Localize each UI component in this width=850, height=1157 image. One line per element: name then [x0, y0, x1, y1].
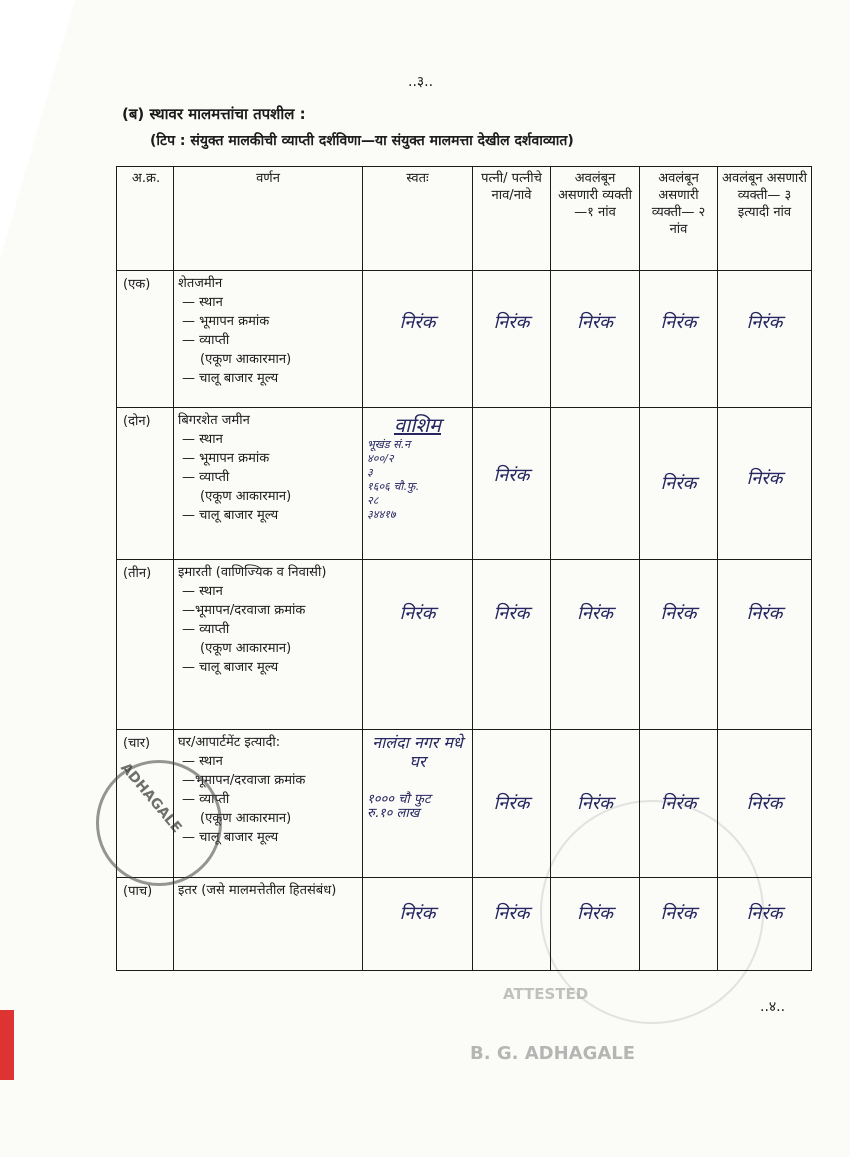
cell-dependent-2	[640, 408, 718, 560]
handwritten-value: निरंक	[746, 903, 783, 924]
folded-corner	[0, 0, 75, 260]
row-item: (एकूण आकारमान)	[200, 811, 292, 826]
col-header-spouse: पत्नी/ पत्नीचे नाव/नावे	[473, 167, 551, 271]
handwritten-value: निरंक	[660, 473, 697, 494]
cell-dependent-1	[551, 560, 640, 730]
cell-spouse	[473, 560, 551, 730]
handwritten-value: निरंक	[493, 312, 530, 333]
cell-dependent-2	[640, 730, 718, 878]
cell-self	[363, 730, 473, 878]
row-item: —भूमापन/दरवाजा क्रमांक	[182, 773, 306, 788]
cell-dependent-3	[718, 271, 812, 408]
handwritten-value: वाशिम	[393, 413, 442, 437]
row-item: — व्याप्ती	[182, 470, 230, 485]
cell-dependent-1	[551, 878, 640, 971]
row-index: (एक)	[117, 271, 174, 408]
row-title: इतर (जसे मालमत्तेतील हितसंबंध)	[178, 883, 337, 898]
handwritten-value: नालंदा नगर मधे घर	[372, 733, 463, 771]
row-item: — व्याप्ती	[182, 333, 230, 348]
row-item: — भूमापन क्रमांक	[182, 314, 270, 329]
row-index: (चार)	[117, 730, 174, 878]
table-row	[117, 730, 812, 878]
row-index: (तीन)	[117, 560, 174, 730]
col-header-dependent-1: अवलंबून असणारी व्यक्ती—१ नांव	[551, 167, 640, 271]
row-item: — चालू बाजार मूल्य	[182, 508, 279, 523]
row-description	[174, 271, 363, 408]
table-row	[117, 271, 812, 408]
cell-dependent-3	[718, 560, 812, 730]
handwritten-value: निरंक	[746, 603, 783, 624]
handwritten-value: निरंक	[660, 903, 697, 924]
handwritten-value: निरंक	[493, 603, 530, 624]
col-header-dependent-3: अवलंबून असणारी व्यक्ती— ३ इत्यादी नांव	[718, 167, 812, 271]
cell-dependent-1	[551, 271, 640, 408]
handwritten-value: निरंक	[493, 465, 530, 486]
handwritten-detail: ४००/२	[367, 452, 394, 465]
row-description	[174, 408, 363, 560]
handwritten-detail: १६०६ चौ.फु.	[367, 480, 419, 493]
row-title: घर/आपार्टमेंट इत्यादी:	[178, 735, 281, 750]
cell-dependent-1	[551, 408, 640, 560]
row-item: — भूमापन क्रमांक	[182, 451, 270, 466]
row-title: इमारती (वाणिज्यिक व निवासी)	[178, 565, 327, 580]
row-item: — स्थान	[182, 754, 223, 769]
row-title: बिगरशेत जमीन	[178, 413, 250, 428]
handwritten-detail: ३	[367, 466, 373, 479]
row-item: (एकूण आकारमान)	[200, 352, 292, 367]
attested-stamp: ATTESTED	[503, 985, 589, 1003]
handwritten-detail: रु.१० लाख	[367, 806, 420, 821]
handwritten-value: निरंक	[660, 603, 697, 624]
next-page-marker: ..४..	[760, 999, 786, 1015]
section-heading: (ब) स्थावर मालमत्तांचा तपशील :	[122, 105, 306, 123]
handwritten-value: निरंक	[577, 793, 613, 814]
cell-spouse	[473, 271, 551, 408]
handwritten-detail: २८	[367, 494, 379, 507]
cell-self	[363, 560, 473, 730]
row-item: — व्याप्ती	[182, 792, 230, 807]
notary-stamp-text: ADHAGALE	[117, 759, 185, 837]
handwritten-value: निरंक	[746, 468, 783, 489]
row-item: — चालू बाजार मूल्य	[182, 371, 279, 386]
cell-spouse	[473, 878, 551, 971]
cell-dependent-1	[551, 730, 640, 878]
handwritten-value: निरंक	[746, 312, 783, 333]
notary-name: B. G. ADHAGALE	[470, 1043, 636, 1064]
cell-spouse	[473, 730, 551, 878]
handwritten-detail: १००० चौ फुट	[367, 792, 431, 807]
handwritten-value: निरंक	[577, 312, 613, 333]
page-number: ..३..	[408, 74, 434, 90]
cell-dependent-2	[640, 878, 718, 971]
row-item: (एकूण आकारमान)	[200, 489, 292, 504]
row-index: (दोन)	[117, 408, 174, 560]
handwritten-detail: भूखंड सं.न	[367, 438, 411, 451]
row-item: — स्थान	[182, 432, 223, 447]
table-row	[117, 408, 812, 560]
red-edge-mark	[0, 1010, 14, 1080]
cell-dependent-3	[718, 408, 812, 560]
row-item: — स्थान	[182, 584, 223, 599]
handwritten-value: निरंक	[493, 903, 530, 924]
col-header-dependent-2: अवलंबून असणारी व्यक्ती— २ नांव	[640, 167, 718, 271]
cell-self	[363, 878, 473, 971]
section-note: (टिप : संयुक्त मालकीची व्याप्ती दर्शविणा—या संयुक्त मालमत्ता देखील दर्शवाव्यात)	[150, 133, 574, 149]
table-header-row	[117, 167, 812, 271]
row-item: (एकूण आकारमान)	[200, 641, 292, 656]
handwritten-value: निरंक	[746, 793, 783, 814]
handwritten-value: निरंक	[399, 603, 436, 624]
notary-stamp	[96, 760, 222, 886]
row-title: शेतजमीन	[178, 276, 223, 291]
handwritten-value: निरंक	[493, 793, 530, 814]
table-row	[117, 560, 812, 730]
handwritten-value: निरंक	[660, 312, 697, 333]
handwritten-detail: ३४४१७	[367, 508, 396, 521]
cell-self	[363, 271, 473, 408]
col-header-serial: अ.क्र.	[117, 167, 174, 271]
row-description	[174, 878, 363, 971]
cell-spouse	[473, 408, 551, 560]
handwritten-value: निरंक	[399, 903, 436, 924]
cell-dependent-2	[640, 271, 718, 408]
row-item: — चालू बाजार मूल्य	[182, 830, 279, 845]
row-index: (पाच)	[117, 878, 174, 971]
handwritten-value: निरंक	[577, 603, 613, 624]
row-item: — स्थान	[182, 295, 223, 310]
handwritten-value: निरंक	[660, 793, 697, 814]
cell-self	[363, 408, 473, 560]
col-header-self: स्वतः	[363, 167, 473, 271]
cell-dependent-3	[718, 730, 812, 878]
property-table	[116, 166, 812, 971]
row-item: — व्याप्ती	[182, 622, 230, 637]
row-item: —भूमापन/दरवाजा क्रमांक	[182, 603, 306, 618]
col-header-description: वर्णन	[174, 167, 363, 271]
cell-dependent-2	[640, 560, 718, 730]
table-row	[117, 878, 812, 971]
cell-dependent-3	[718, 878, 812, 971]
row-item: — चालू बाजार मूल्य	[182, 660, 279, 675]
handwritten-value: निरंक	[399, 312, 436, 333]
row-description	[174, 560, 363, 730]
handwritten-value: निरंक	[577, 903, 613, 924]
